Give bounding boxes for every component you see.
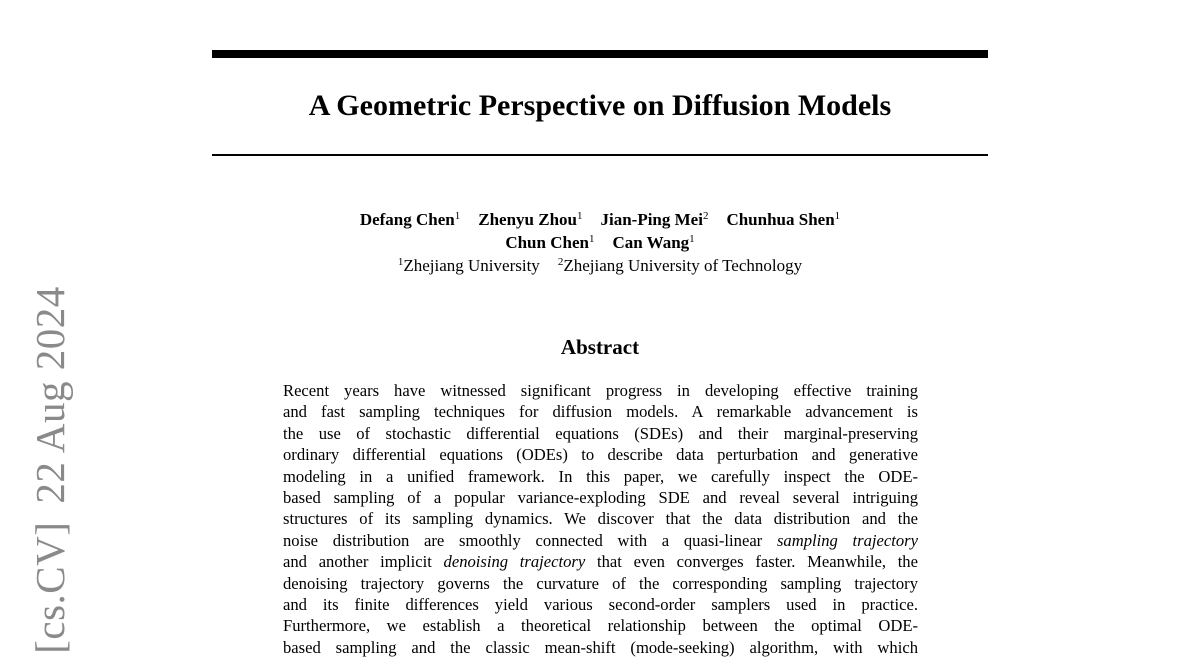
abstract-line: Furthermore, we establish a theoretical relationship between the optimal ODE- <box>283 616 918 636</box>
author-name: Zhenyu Zhou <box>478 210 577 229</box>
abstract-text-segment: noise distribution are smoothly connected with a quasi-linear <box>283 530 763 550</box>
abstract-line: and fast sampling techniques for diffusion models. A remarkable advancement is <box>283 402 918 422</box>
abstract-line: the use of stochastic differential equations (SDEs) and their marginal-preserving <box>283 423 918 443</box>
paper-title: A Geometric Perspective on Diffusion Models <box>308 89 892 122</box>
affil-name: Zhejiang University <box>403 256 540 275</box>
abstract-text <box>283 380 918 658</box>
abstract-line: based sampling of a popular variance-exploding SDE and reveal several intriguing <box>283 488 918 508</box>
author-name: Jian-Ping Mei <box>600 210 703 229</box>
arxiv-category: [cs.CV] <box>27 521 73 654</box>
affiliation-line <box>212 254 988 277</box>
abstract-line: based sampling and the classic mean-shift (mode-seeking) algorithm, with which <box>283 637 918 657</box>
title-bottom-rule <box>212 154 988 156</box>
arxiv-side-stamp <box>26 286 74 654</box>
abstract-line: Recent years have witnessed significant progress in developing effective training <box>283 381 918 400</box>
abstract-line-with-italic <box>283 530 918 551</box>
abstract-emphasis: denoising trajectory <box>443 552 586 572</box>
author-affil-mark: 1 <box>576 210 583 222</box>
abstract-heading: Abstract <box>560 335 640 359</box>
abstract-line: structures of its sampling dynamics. We discover that the data distribution and the <box>283 509 918 529</box>
abstract-emphasis: sampling trajectory <box>776 530 918 550</box>
affil-number: 1 <box>397 256 404 268</box>
author-block <box>212 208 988 277</box>
affil-name: Zhejiang University of Technology <box>563 256 803 275</box>
abstract-line: and its finite differences yield various second-order samplers used in practice. <box>283 595 918 615</box>
abstract-line: ordinary differential equations (ODEs) to describe data perturbation and generative <box>283 445 918 465</box>
title-top-rule <box>212 50 988 58</box>
author-affil-mark: 1 <box>454 210 461 222</box>
author-name: Can Wang <box>612 233 690 252</box>
author-affil-mark: 1 <box>588 233 595 245</box>
author-affil-mark: 1 <box>689 233 695 245</box>
abstract-text-segment: and another implicit <box>283 552 432 572</box>
arxiv-date: 22 Aug 2024 <box>27 286 73 504</box>
author-affil-mark: 1 <box>834 210 841 222</box>
abstract-line: modeling in a unified framework. In this paper, we carefully inspect the ODE- <box>283 466 918 486</box>
abstract-line: denoising trajectory governs the curvature of the corresponding sampling trajectory <box>283 573 918 593</box>
abstract-line-with-italic <box>283 551 918 572</box>
author-name: Defang Chen <box>359 210 455 229</box>
author-name: Chunhua Shen <box>726 210 835 229</box>
author-name: Chun Chen <box>505 233 589 252</box>
author-line-2 <box>212 231 988 254</box>
affil-number: 2 <box>557 256 564 268</box>
abstract-text-segment: that even converges faster. Meanwhile, the <box>596 552 918 572</box>
author-line-1 <box>212 208 988 231</box>
author-affil-mark: 2 <box>702 210 709 222</box>
